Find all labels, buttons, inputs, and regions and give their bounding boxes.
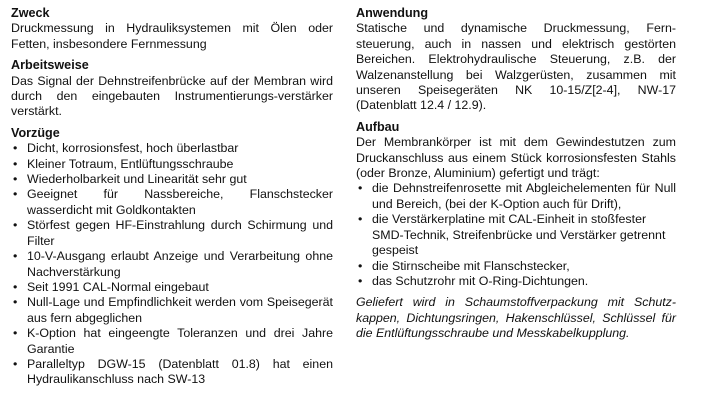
aufbau-heading: Aufbau bbox=[356, 119, 400, 134]
arbeitsweise-heading: Arbeitsweise bbox=[11, 58, 89, 73]
aufbau-text: Der Membrankörper ist mit dem Gewindestutzen zum Druckanschluss aus einem Stück korrosionsfesten Stahls (oder Bronze, Aluminium) gefertigt und trägt: bbox=[356, 135, 676, 181]
delivery-note: Geliefert wird in Schaumstoffverpackung mit Schutz-kappen, Dichtungsringen, Hakenschlüssel, Schlüssel für die Entlüftungsschraube und Messkabelkupplung. bbox=[356, 295, 676, 341]
aufbau-list bbox=[356, 181, 676, 289]
list-item: • Null-Lage und Empfindlichkeit werden vom Speisegerät aus fern abgeglichen bbox=[11, 295, 333, 326]
list-item: • das Schutzrohr mit O-Ring-Dichtungen. bbox=[356, 274, 676, 289]
list-item: • die Stirnscheibe mit Flanschstecker, bbox=[356, 259, 676, 274]
list-item: • 10-V-Ausgang erlaubt Anzeige und Verarbeitung ohne Nachverstärkung bbox=[11, 249, 333, 280]
vorzuege-list bbox=[11, 141, 333, 388]
right-column bbox=[356, 6, 676, 342]
list-item: • Störfest gegen HF-Einstrahlung durch Schirmung und Filter bbox=[11, 218, 333, 249]
zweck-text: Druckmessung in Hydrauliksystemen mit Ölen oder Fetten, insbesondere Fernmessung bbox=[11, 21, 333, 51]
anwendung-text: Statische und dynamische Druckmessung, Fern-steuerung, auch in nassen und elektrisch gestörten Bereichen. Elektrohydraulische Steuerung, z.B. der Walzenanstellung bei Walzgerüsten, zusammen mit unseren Speisegeräten NK 10-15/Z[2-4], NW-17 (Datenblatt 12.4 / 12.9). bbox=[356, 21, 676, 113]
list-item: • Kleiner Totraum, Entlüftungsschraube bbox=[11, 157, 333, 172]
list-item: • die Verstärkerplatine mit CAL-Einheit in stoßfester SMD-Technik, Streifenbrücke und Verstärker getrennt gespeist bbox=[356, 212, 676, 258]
list-item: • Paralleltyp DGW-15 (Datenblatt 01.8) hat einen Hydraulikanschluss nach SW-13 bbox=[11, 357, 333, 388]
vorzuege-heading: Vorzüge bbox=[11, 125, 60, 140]
list-item: • Dicht, korrosionsfest, hoch überlastbar bbox=[11, 141, 333, 156]
list-item: • die Dehnstreifenrosette mit Abgleichelementen für Null und Bereich, (bei der K-Option auch für Drift), bbox=[356, 181, 676, 212]
arbeitsweise-text: Das Signal der Dehnstreifenbrücke auf der Membran wird durch den eingebauten Instrumentierungs-verstärker verstärkt. bbox=[11, 73, 333, 119]
list-item: • K-Option hat eingeengte Toleranzen und drei Jahre Garantie bbox=[11, 326, 333, 357]
list-item: • Wiederholbarkeit und Linearität sehr gut bbox=[11, 172, 333, 187]
left-column bbox=[11, 6, 333, 388]
list-item: • Seit 1991 CAL-Normal eingebaut bbox=[11, 280, 333, 295]
list-item: • Geeignet für Nassbereiche, Flanschstecker wasserdicht mit Goldkontakten bbox=[11, 187, 333, 218]
anwendung-heading: Anwendung bbox=[356, 6, 429, 20]
zweck-heading: Zweck bbox=[11, 6, 50, 20]
